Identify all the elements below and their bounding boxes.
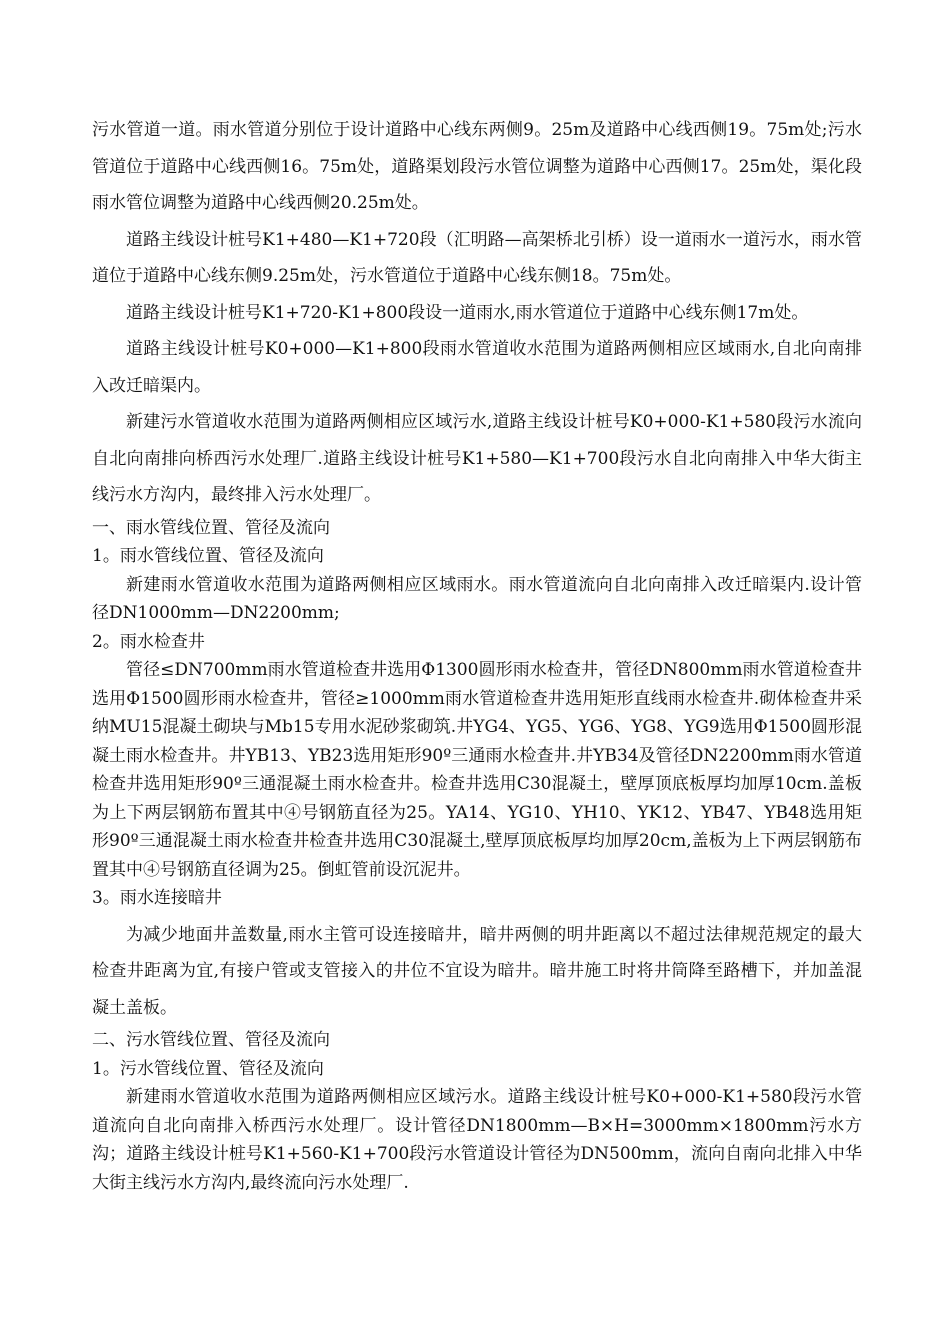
document-page	[92, 112, 862, 1197]
paragraph-sewer-positions: 污水管道一道。雨水管道分别位于设计道路中心线东两侧9。25m及道路中心线西侧19。75m处;污水管道位于道路中心线西侧16。75m处，道路渠划段污水管位调整为道路中心西侧17。25m处，渠化段雨水管位调整为道路中心线西侧20.25m处。	[92, 120, 862, 213]
paragraph-new-rain-pipe: 新建雨水管道收水范围为道路两侧相应区域雨水。雨水管道流向自北向南排入改迁暗渠内.设计管径DN1000mm—DN2200mm;	[92, 574, 862, 623]
paragraph-new-sewage-pipe: 新建雨水管道收水范围为道路两侧相应区域污水。道路主线设计桩号K0+000-K1+580段污水管道流向自北向南排入桥西污水处理厂。设计管径DN1800mm—B×H=3000mm×1800mm污水方沟；道路主线设计桩号K1+560-K1+700段污水管道设计管径为DN500mm，流向自南向北排入中华大街主线污水方沟内,最终流向污水处理厂.	[92, 1087, 862, 1193]
paragraph-sewage-collection: 新建污水管道收水范围为道路两侧相应区域污水,道路主线设计桩号K0+000-K1+580段污水流向自北向南排向桥西污水处理厂.道路主线设计桩号K1+580—K1+700段污水自北向南排入中华大街主线污水方沟内，最终排入污水处理厂。	[92, 412, 862, 505]
section-heading-rainwater: 一、雨水管线位置、管径及流向	[92, 517, 330, 538]
subheading-rain-pipeline: 1。雨水管线位置、管径及流向	[92, 546, 324, 566]
paragraph-k1720-k1800: 道路主线设计桩号K1+720-K1+800段设一道雨水,雨水管道位于道路中心线东侧17m处。	[126, 302, 809, 323]
paragraph-k1480-k1720: 道路主线设计桩号K1+480—K1+720段（汇明路—高架桥北引桥）设一道雨水一道污水，雨水管道位于道路中心线东侧9.25m处，污水管道位于道路中心线东侧18。75m处。	[92, 229, 862, 286]
subheading-hidden-wells: 3。雨水连接暗井	[92, 888, 222, 908]
paragraph-manhole-spec: 管径≤DN700mm雨水管道检查井选用Φ1300圆形雨水检查井，管径DN800mm雨水管道检查井选用Φ1500圆形雨水检查井，管径≥1000mm雨水管道检查井选用矩形直线雨水检查井.砌体检查井采纳MU15混凝土砌块与Mb15专用水泥砂浆砌筑.井YG4、YG5、YG6、YG8、YG9选用Φ1500圆形混凝土雨水检查井。井YB13、YB23选用矩形90º三通雨水检查井.井YB34及管径DN2200mm雨水管道检查井选用矩形90º三通混凝土雨水检查井。检查井选用C30混凝土，壁厚顶底板厚均加厚10cm.盖板为上下两层钢筋布置其中④号钢筋直径为25。YA14、YG10、YH10、YK12、YB47、YB48选用矩形90º三通混凝土雨水检查井检查井选用C30混凝土,壁厚顶底板厚均加厚20cm,盖板为上下两层钢筋布置其中④号钢筋直径调为25。倒虹管前设沉泥井。	[92, 660, 862, 880]
section-heading-sewage: 二、污水管线位置、管径及流向	[92, 1030, 330, 1050]
subheading-sewage-pipeline: 1。污水管线位置、管径及流向	[92, 1058, 324, 1079]
paragraph-rain-collection: 道路主线设计桩号K0+000—K1+800段雨水管道收水范围为道路两侧相应区域雨水,自北向南排入改迁暗渠内。	[92, 339, 862, 396]
subheading-rain-manholes: 2。雨水检查井	[92, 631, 205, 652]
paragraph-hidden-wells: 为减少地面井盖数量,雨水主管可设连接暗井，暗井两侧的明井距离以不超过法律规范规定的最大检查井距离为宜,有接户管或支管接入的井位不宜设为暗井。暗井施工时将井筒降至路槽下，并加盖混凝土盖板。	[92, 924, 862, 1018]
